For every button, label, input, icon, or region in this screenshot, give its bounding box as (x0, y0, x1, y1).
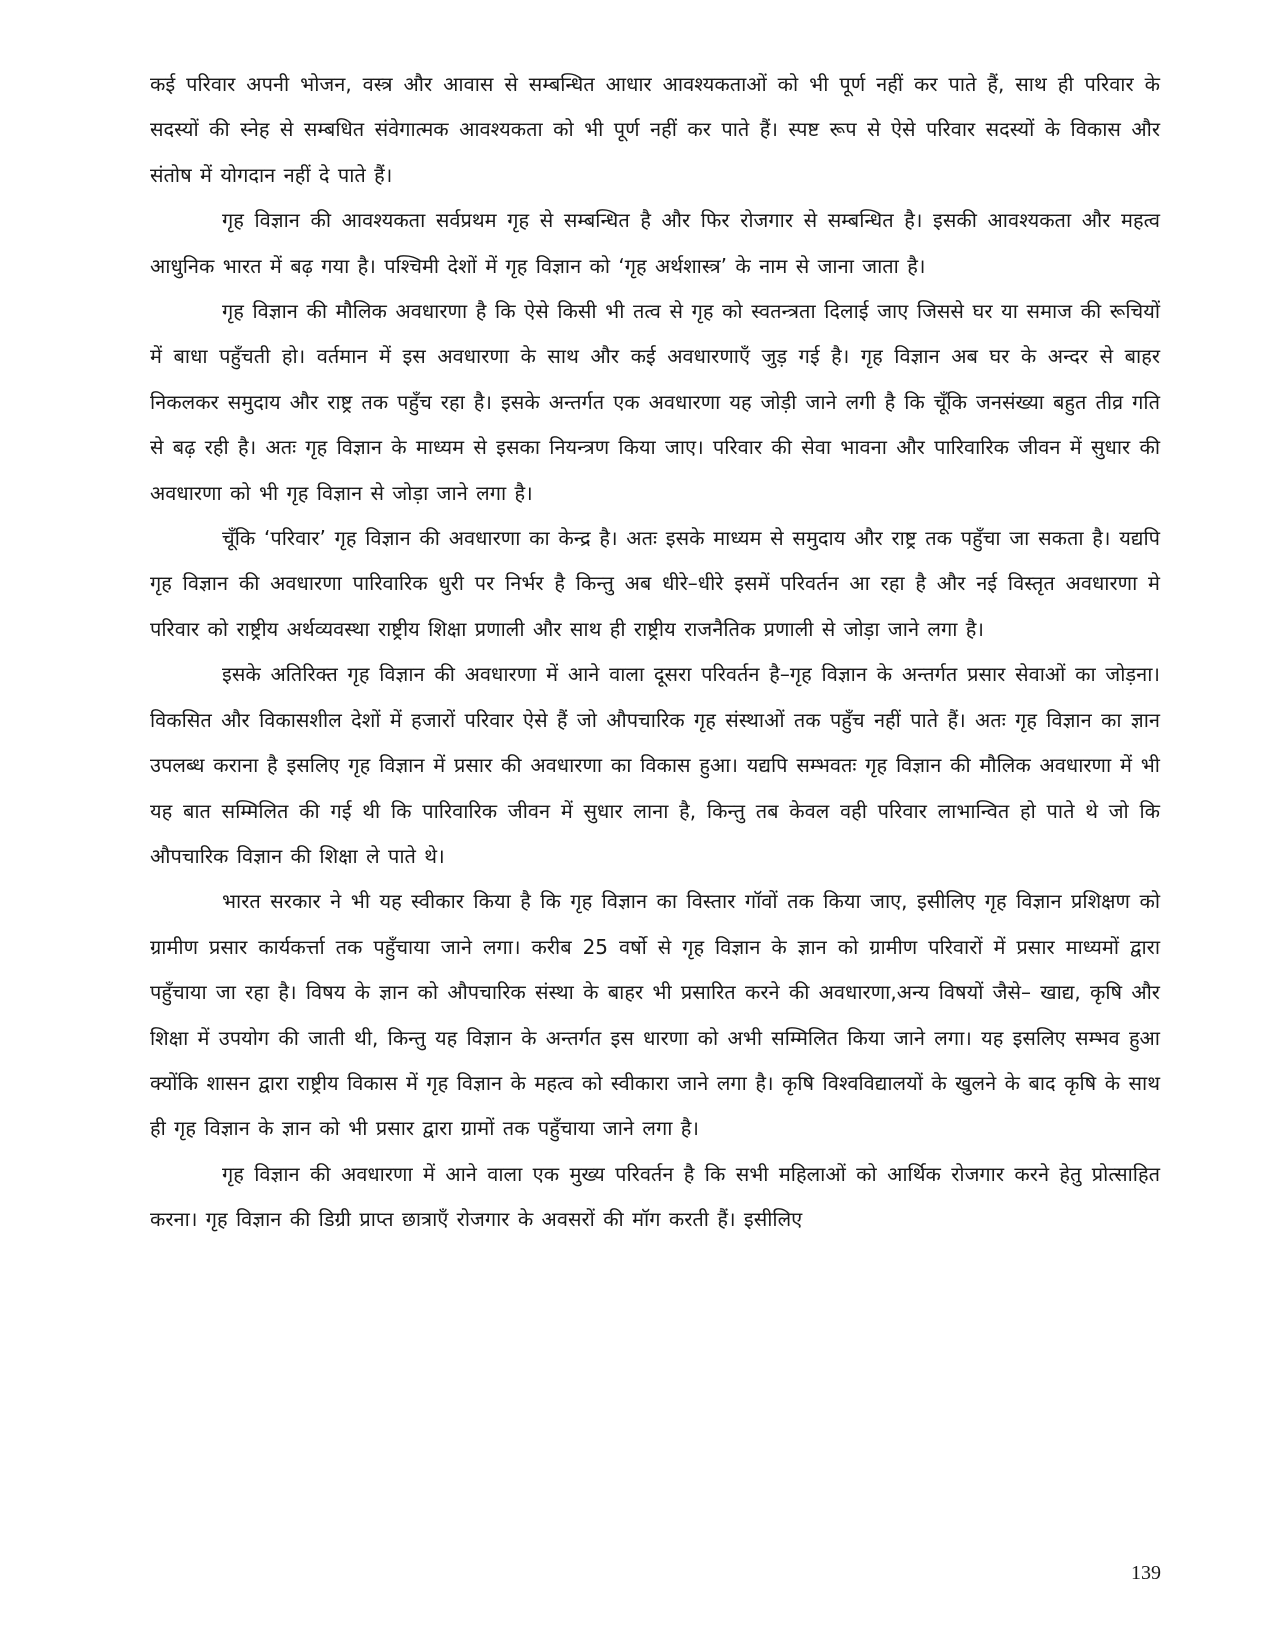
document-body (150, 62, 1160, 1243)
paragraph-6: भारत सरकार ने भी यह स्वीकार किया है कि गृह विज्ञान का विस्तार गॉवों तक किया जाए, इसीलिए गृह विज्ञान प्रशिक्षण को ग्रामीण प्रसार कार्यकर्त्ता तक पहुँचाया जाने लगा। करीब 25 वर्षो से गृह विज्ञान के ज्ञान को ग्रामीण परिवारों में प्रसार माध्यमों द्वारा पहुँचाया जा रहा है। विषय के ज्ञान को औपचारिक संस्था के बाहर भी प्रसारित करने की अवधारणा,अन्य विषयों जैसे– खाद्य, कृषि और शिक्षा में उपयोग की जाती थी, किन्तु यह विज्ञान के अन्तर्गत इस धारणा को अभी सम्मिलित किया जाने लगा। यह इसलिए सम्भव हुआ क्योंकि शासन द्वारा राष्ट्रीय विकास में गृह विज्ञान के महत्व को स्वीकारा जाने लगा है। कृषि विश्वविद्यालयों के खुलने के बाद कृषि के साथ ही गृह विज्ञान के ज्ञान को भी प्रसार द्वारा ग्रामों तक पहुँचाया जाने लगा है। (150, 889, 1160, 1141)
paragraph-4: चूँकि ‘परिवार’ गृह विज्ञान की अवधारणा का केन्द्र है। अतः इसके माध्यम से समुदाय और राष्ट्र तक पहुँचा जा सकता है। यद्यपि गृह विज्ञान की अवधारणा पारिवारिक धुरी पर निर्भर है किन्तु अब धीरे–धीरे इसमें परिवर्तन आ रहा है और नई विस्तृत अवधारणा मे परिवार को राष्ट्रीय अर्थव्यवस्था राष्ट्रीय शिक्षा प्रणाली और साथ ही राष्ट्रीय राजनैतिक प्रणाली से जोड़ा जाने लगा है। (150, 526, 1160, 641)
paragraph-5: इसके अतिरिक्त गृह विज्ञान की अवधारणा में आने वाला दूसरा परिवर्तन है–गृह विज्ञान के अन्तर्गत प्रसार सेवाओं का जोड़ना। विकसित और विकासशील देशों में हजारों परिवार ऐसे हैं जो औपचारिक गृह संस्थाओं तक पहुँच नहीं पाते हैं। अतः गृह विज्ञान का ज्ञान उपलब्ध कराना है इसलिए गृह विज्ञान में प्रसार की अवधारणा का विकास हुआ। यद्यपि सम्भवतः गृह विज्ञान की मौलिक अवधारणा में भी यह बात सम्मिलित की गई थी कि पारिवारिक जीवन में सुधार लाना है, किन्तु तब केवल वही परिवार लाभान्वित हो पाते थे जो कि औपचारिक विज्ञान की शिक्षा ले पाते थे। (150, 662, 1160, 868)
paragraph-1: कई परिवार अपनी भोजन, वस्त्र और आवास से सम्बन्धित आधार आवश्यकताओं को भी पूर्ण नहीं कर पाते हैं, साथ ही परिवार के सदस्यों की स्नेह से सम्बधित संवेगात्मक आवश्यकता को भी पूर्ण नहीं कर पाते हैं। स्पष्ट रूप से ऐसे परिवार सदस्यों के विकास और संतोष में योगदान नहीं दे पाते हैं। (150, 72, 1160, 187)
paragraph-7: गृह विज्ञान की अवधारणा में आने वाला एक मुख्य परिवर्तन है कि सभी महिलाओं को आर्थिक रोजगार करने हेतु प्रोत्साहित करना। गृह विज्ञान की डिग्री प्राप्त छात्राएँ रोजगार के अवसरों की मॉग करती हैं। इसीलिए (150, 1161, 1160, 1232)
paragraph-3: गृह विज्ञान की मौलिक अवधारणा है कि ऐसे किसी भी तत्व से गृह को स्वतन्त्रता दिलाई जाए जिससे घर या समाज की रूचियों में बाधा पहुँचती हो। वर्तमान में इस अवधारणा के साथ और कई अवधारणाएँ जुड़ गई है। गृह विज्ञान अब घर के अन्दर से बाहर निकलकर समुदाय और राष्ट्र तक पहुँच रहा है। इसके अन्तर्गत एक अवधारणा यह जोड़ी जाने लगी है कि चूँकि जनसंख्या बहुत तीव्र गति से बढ़ रही है। अतः गृह विज्ञान के माध्यम से इसका नियन्त्रण किया जाए। परिवार की सेवा भावना और पारिवारिक जीवन में सुधार की अवधारणा को भी गृह विज्ञान से जोड़ा जाने लगा है। (150, 299, 1160, 505)
page-number: 139 (1131, 1562, 1161, 1584)
paragraph-2: गृह विज्ञान की आवश्यकता सर्वप्रथम गृह से सम्बन्धित है और फिर रोजगार से सम्बन्धित है। इसकी आवश्यकता और महत्व आधुनिक भारत में बढ़ गया है। पश्चिमी देशों में गृह विज्ञान को ‘गृह अर्थशास्त्र’ के नाम से जाना जाता है। (150, 208, 1160, 278)
